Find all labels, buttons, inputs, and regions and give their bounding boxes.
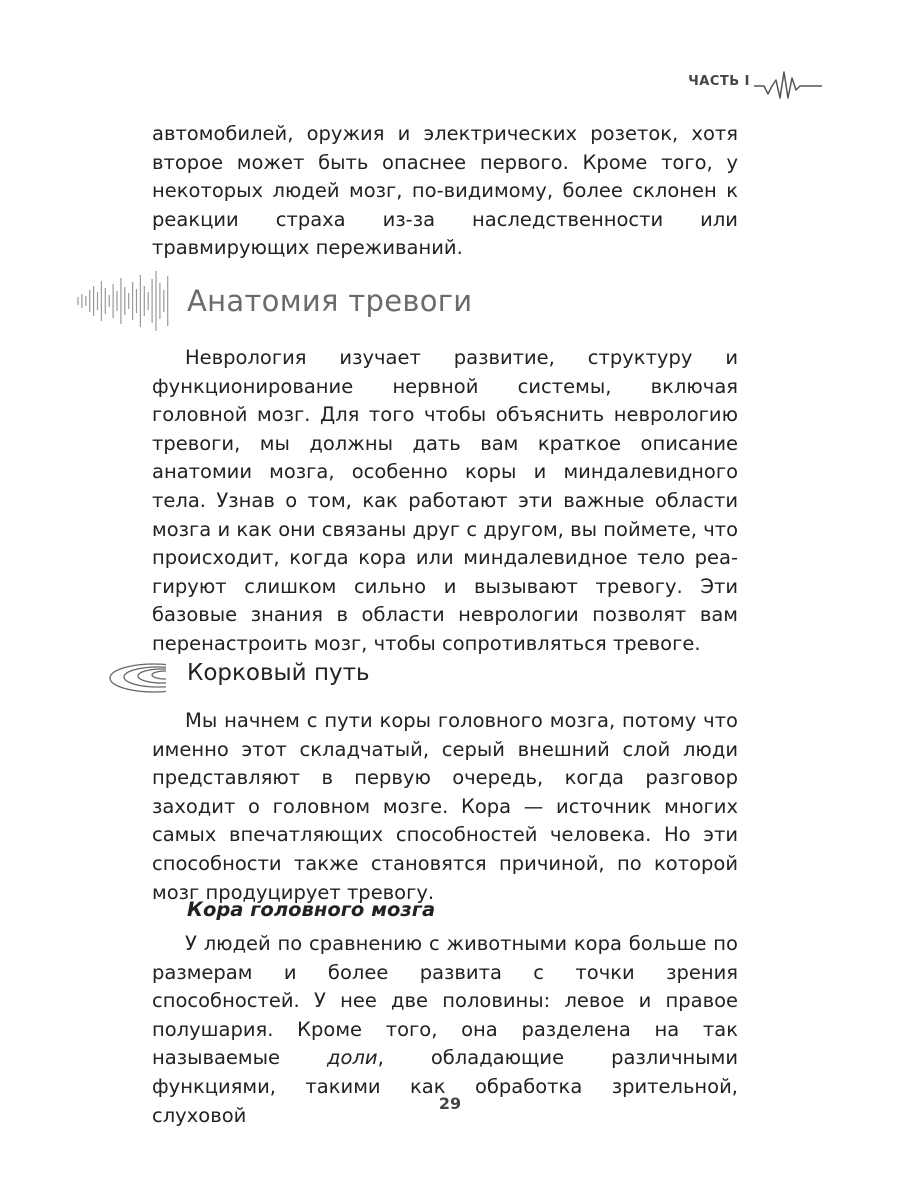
subsubsection-heading: Кора головного мозга <box>187 898 436 921</box>
swirl-lines-icon <box>104 660 188 696</box>
subsection-paragraph-block <box>152 707 738 907</box>
section-paragraph-block <box>152 344 738 659</box>
intro-paragraph: автомобилей, оружия и электрических розеток, хотя второе может быть опаснее первого. Кроме того, у некоторых людей мозг, по-видимому, более склонен к реакции страха из-за наследственности или травмирующих переживаний. <box>152 122 738 260</box>
intro-paragraph-block <box>152 120 738 263</box>
section-heading: Анатомия тревоги <box>187 284 473 318</box>
page-number: 29 <box>438 1094 462 1113</box>
emphasized-term: доли <box>327 1046 378 1070</box>
running-head <box>622 68 822 104</box>
subsection-paragraph: Мы начнем с пути коры головного мозга, потому что именно этот складчатый, серый внешний слой люди представляют в первую очередь, когда разговор заходит о головном мозге. Кора — источник многих самых впечатляющих способностей человека. Но эти способности также становятся причиной, по которой мозг продуцирует тревогу. <box>152 709 738 904</box>
subsection-heading: Корковый путь <box>187 660 370 686</box>
section-paragraph: Неврология изучает развитие, структуру и функционирование нервной системы, включая головной мозг. Для того чтобы объяснить неврологию тревоги, мы должны дать вам краткое описание анатомии мозга, особенно коры и миндалевидного тела. Узнав о том, как работают эти важные области мозга и как они связаны друг с другом, вы поймете, что происходит, когда кора или миндалевидное тело реагируют слишком сильно и вызывают тревогу. Эти базовые знания в области неврологии позволят вам перенастроить мозг, чтобы сопротивляться тревоге. <box>152 346 738 655</box>
running-head-title: ЧАСТЬ I <box>688 74 750 89</box>
paragraph-text-start: У людей по сравнению с животными кора больше по размерам и более развита с точки зрения способностей. У нее две половины: левое и правое полушария. Кроме того, она разделена на так называемые <box>152 932 738 1070</box>
paragraph-text-end: , обладающие различными функциями, такими как обработка зрительной, слуховой <box>152 1046 738 1127</box>
pulse-wave-icon <box>754 68 822 104</box>
sound-wave-icon <box>74 268 174 334</box>
